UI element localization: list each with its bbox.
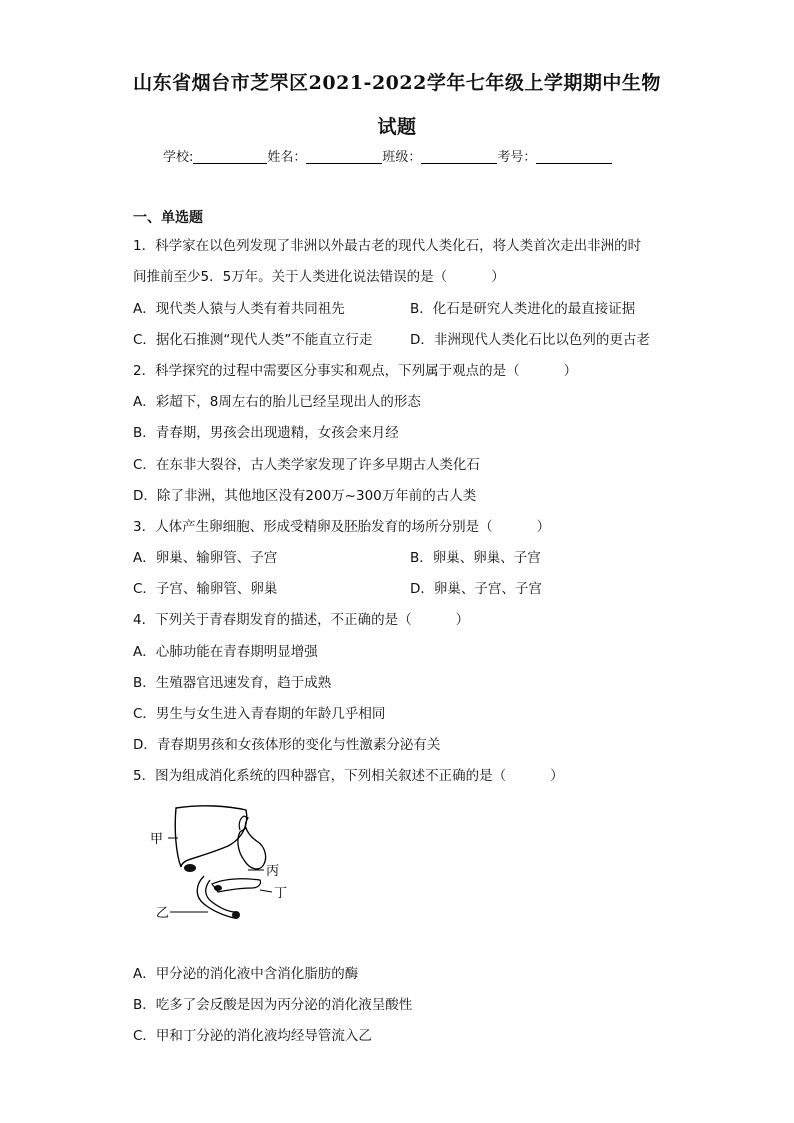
q1-stem-line1: 1．科学家在以色列发现了非洲以外最古老的现代人类化石，将人类首次走出非洲的时	[133, 238, 642, 254]
q4-stem: 4．下列关于青春期发育的描述，不正确的是（ ）	[133, 612, 470, 628]
student-info-row	[163, 146, 612, 165]
liver-organ	[175, 806, 247, 867]
exam-no-label: 考号：	[497, 150, 537, 165]
q1-stem-line2: 间推前至少5．5万年。关于人类进化说法错误的是（ ）	[133, 269, 505, 285]
q1-option-c[interactable]: C．据化石推测“现代人类”不能直立行走	[133, 332, 373, 348]
q5-option-c[interactable]: C．甲和丁分泌的消化液均经导管流入乙	[133, 1028, 372, 1044]
q4-option-c[interactable]: C．男生与女生进入青春期的年龄几乎相同	[133, 706, 386, 722]
gallbladder-blob	[184, 864, 196, 872]
q4-option-b[interactable]: B．生殖器官迅速发育，趋于成熟	[133, 675, 332, 691]
exam-title-line1: 山东省烟台市芝罘区2021-2022学年七年级上学期期中生物	[133, 72, 661, 94]
q3-option-d[interactable]: D．卵巢、子宫、子宫	[410, 581, 542, 597]
q1-option-d[interactable]: D．非洲现代人类化石比以色列的更古老	[410, 332, 650, 348]
class-blank[interactable]	[421, 150, 497, 164]
q2-stem: 2．科学探究的过程中需要区分事实和观点，下列属于观点的是（ ）	[133, 363, 578, 379]
q5-option-b[interactable]: B．吃多了会反酸是因为丙分泌的消化液呈酸性	[133, 997, 413, 1013]
q2-option-b[interactable]: B．青春期，男孩会出现遗精，女孩会来月经	[133, 425, 399, 441]
exam-title-line2: 试题	[377, 116, 417, 138]
q1-option-b[interactable]: B．化石是研究人类进化的最直接证据	[410, 301, 636, 317]
q1-option-a[interactable]: A．现代类人猿与人类有着共同祖先	[133, 301, 345, 317]
class-label: 班级：	[382, 150, 422, 165]
label-yi: 乙	[156, 906, 170, 921]
q5-option-a[interactable]: A．甲分泌的消化液中含消化脂肪的酶	[133, 966, 359, 982]
q4-option-a[interactable]: A．心肺功能在青春期明显增强	[133, 644, 318, 660]
q3-stem: 3．人体产生卵细胞、形成受精卵及胚胎发育的场所分别是（ ）	[133, 519, 551, 535]
q2-option-c[interactable]: C．在东非大裂谷，古人类学家发现了许多早期古人类化石	[133, 457, 480, 473]
q5-stem: 5．图为组成消化系统的四种器官，下列相关叙述不正确的是（ ）	[133, 768, 564, 784]
q3-option-a[interactable]: A．卵巢、输卵管、子宫	[133, 550, 278, 566]
label-bing: 丙	[266, 864, 280, 879]
label-jia: 甲	[150, 832, 164, 847]
q3-option-c[interactable]: C．子宫、输卵管、卵巢	[133, 581, 278, 597]
exam-no-blank[interactable]	[536, 150, 612, 164]
q2-option-a[interactable]: A．彩超下，8周左右的胎儿已经呈现出人的形态	[133, 394, 421, 410]
school-label: 学校:	[163, 150, 194, 165]
label-ding: 丁	[274, 886, 288, 901]
q4-option-d[interactable]: D．青春期男孩和女孩体形的变化与性激素分泌有关	[133, 737, 441, 753]
school-blank[interactable]	[193, 150, 267, 164]
q2-option-d[interactable]: D．除了非洲，其他地区没有200万~300万年前的古人类	[133, 488, 477, 504]
name-blank[interactable]	[306, 150, 382, 164]
q3-option-b[interactable]: B．卵巢、卵巢、子宫	[410, 550, 541, 566]
name-label: 姓名：	[267, 150, 307, 165]
digestive-organs-figure	[148, 800, 308, 930]
section-title: 一、单选题	[133, 210, 203, 226]
